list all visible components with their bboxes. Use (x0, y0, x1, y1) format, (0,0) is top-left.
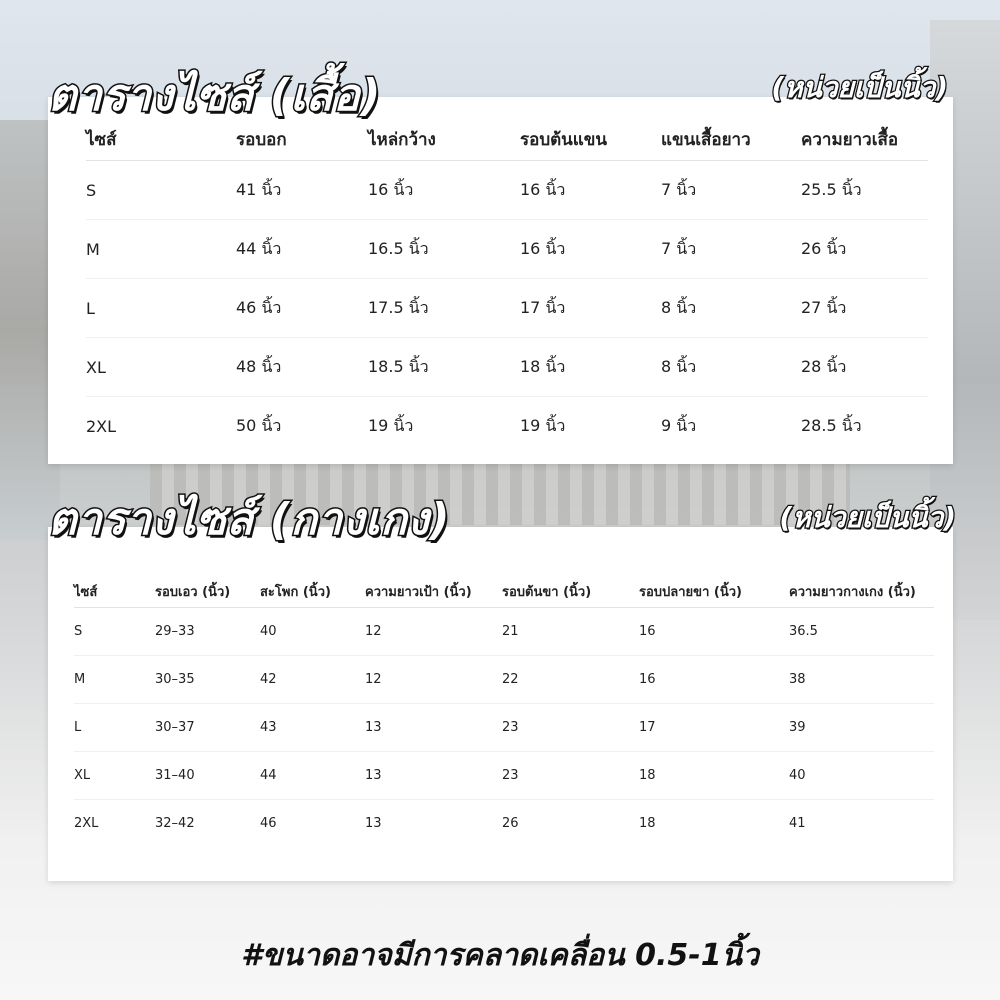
table-cell: 13 (365, 816, 382, 831)
table-cell: 44 (260, 752, 365, 800)
pants-chart-title: ตารางไซส์ (กางเกง) (48, 494, 450, 545)
header-size: ไซส์ (86, 118, 236, 161)
table-cell: 41 นิ้ว (236, 161, 368, 220)
header-chest: รอบอก (236, 118, 368, 161)
table-row (86, 397, 928, 456)
table-cell: 16 นิ้ว (520, 220, 661, 279)
table-cell: 46 (260, 816, 277, 831)
table-cell: 28.5 นิ้ว (801, 415, 862, 435)
table-row (74, 656, 934, 704)
pants-unit-note: (หน่วยเป็นนิ้ว) (779, 501, 956, 534)
table-cell: L (74, 704, 155, 752)
table-cell: 26 (502, 816, 519, 831)
table-cell: 18 (639, 752, 789, 800)
table-cell: 41 (789, 816, 806, 831)
table-cell: 38 (789, 656, 934, 704)
shirt-unit-note: (หน่วยเป็นนิ้ว) (771, 71, 948, 104)
table-cell: 8 นิ้ว (661, 279, 801, 338)
header-shoulder: ไหล่กว้าง (368, 118, 520, 161)
header-pants-length: ความยาวกางเกง (นิ้ว) (789, 575, 934, 608)
table-cell: 25.5 นิ้ว (801, 161, 928, 220)
table-cell: 28 นิ้ว (801, 338, 928, 397)
table-cell: 2XL (86, 416, 117, 436)
table-cell: 50 นิ้ว (236, 415, 282, 435)
table-cell: 16 นิ้ว (520, 161, 661, 220)
table-cell: 40 (260, 608, 365, 656)
table-cell: 16.5 นิ้ว (368, 220, 520, 279)
header-waist: รอบเอว (นิ้ว) (155, 575, 260, 608)
table-cell: XL (86, 338, 236, 397)
pants-size-table (74, 575, 934, 847)
table-cell: S (74, 608, 155, 656)
table-cell: S (86, 161, 236, 220)
header-size: ไซส์ (74, 575, 155, 608)
table-cell: 44 นิ้ว (236, 220, 368, 279)
table-cell: 18 นิ้ว (520, 338, 661, 397)
table-cell: 7 นิ้ว (661, 220, 801, 279)
table-cell: 17.5 นิ้ว (368, 279, 520, 338)
table-cell: 46 นิ้ว (236, 279, 368, 338)
table-cell: 8 นิ้ว (661, 338, 801, 397)
table-cell: 18.5 นิ้ว (368, 338, 520, 397)
table-cell: 22 (502, 656, 639, 704)
table-cell: 16 (639, 656, 789, 704)
header-upper-arm: รอบต้นแขน (520, 118, 661, 161)
table-cell: 30–35 (155, 656, 260, 704)
table-cell: 26 นิ้ว (801, 220, 928, 279)
header-rise: ความยาวเป้า (นิ้ว) (365, 575, 502, 608)
table-cell: 12 (365, 608, 502, 656)
table-cell: 13 (365, 704, 502, 752)
table-header-row (86, 118, 928, 161)
table-row (86, 220, 928, 279)
header-hip: สะโพก (นิ้ว) (260, 575, 365, 608)
table-cell: 2XL (74, 816, 99, 831)
table-cell: 23 (502, 704, 639, 752)
table-cell: 9 นิ้ว (661, 415, 697, 435)
table-cell: 32–42 (155, 816, 195, 831)
table-cell: 17 (639, 704, 789, 752)
table-row (86, 161, 928, 220)
table-cell: M (86, 220, 236, 279)
table-cell: M (74, 656, 155, 704)
table-cell: 13 (365, 752, 502, 800)
table-row (74, 800, 934, 848)
table-header-row (74, 575, 934, 608)
table-cell: 23 (502, 752, 639, 800)
table-cell: 16 นิ้ว (368, 161, 520, 220)
header-sleeve-length: แขนเสื้อยาว (661, 118, 801, 161)
header-leg-opening: รอบปลายขา (นิ้ว) (639, 575, 789, 608)
table-row (74, 752, 934, 800)
table-row (86, 279, 928, 338)
table-cell: L (86, 279, 236, 338)
table-row (74, 608, 934, 656)
table-cell: 19 นิ้ว (520, 415, 566, 435)
table-cell: 16 (639, 608, 789, 656)
table-cell: 27 นิ้ว (801, 279, 928, 338)
shirt-size-table (86, 118, 928, 455)
table-cell: XL (74, 752, 155, 800)
table-cell: 42 (260, 656, 365, 704)
table-cell: 31–40 (155, 752, 260, 800)
table-cell: 39 (789, 704, 934, 752)
tolerance-note: #ขนาดอาจมีการคลาดเคลื่อน 0.5-1นิ้ว (241, 938, 759, 973)
table-cell: 29–33 (155, 608, 260, 656)
table-cell: 19 นิ้ว (368, 415, 414, 435)
table-cell: 21 (502, 608, 639, 656)
table-row (86, 338, 928, 397)
shirt-chart-title: ตารางไซส์ (เสื้อ) (48, 70, 381, 121)
table-row (74, 704, 934, 752)
table-cell: 30–37 (155, 704, 260, 752)
table-cell: 48 นิ้ว (236, 338, 368, 397)
table-cell: 43 (260, 704, 365, 752)
header-thigh: รอบต้นขา (นิ้ว) (502, 575, 639, 608)
table-cell: 36.5 (789, 608, 934, 656)
table-cell: 7 นิ้ว (661, 161, 801, 220)
table-cell: 17 นิ้ว (520, 279, 661, 338)
table-cell: 18 (639, 816, 656, 831)
header-shirt-length: ความยาวเสื้อ (801, 118, 928, 161)
table-cell: 12 (365, 656, 502, 704)
table-cell: 40 (789, 752, 934, 800)
